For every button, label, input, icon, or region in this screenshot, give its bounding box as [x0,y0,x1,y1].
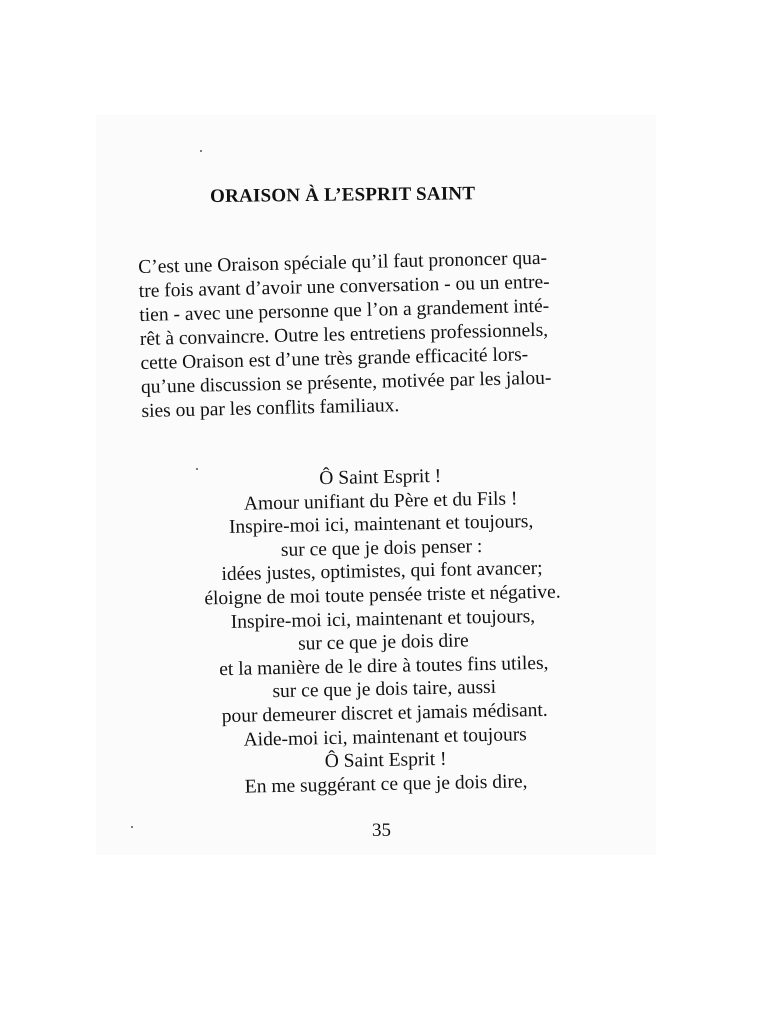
verse-line: Amour unifiant du Père et du Fils ! [243,487,518,515]
scan-speck [131,826,133,828]
verse-line: et la manière de le dire à toutes fins utiles, [219,652,549,680]
intro-line: qu’une discussion se présente, motivée par les jalou- [140,367,552,398]
verse-line: Inspire-moi ici, maintenant et toujours, [228,511,534,539]
page-title: ORAISON À L’ESPRIT SAINT [210,183,476,207]
intro-line: sies ou par les conflits familiaux. [141,395,400,422]
intro-line: tre fois avant d’avoir une conversation - ou un entre- [138,271,550,302]
prayer-verses [140,461,626,800]
intro-line: C’est une Oraison spéciale qu’il faut prononcer qua- [138,247,548,278]
verse-line: sur ce que je dois taire, aussi [272,677,497,703]
verse-line: éloigne de moi toute pensée triste et négative. [204,581,561,610]
verse-line: pour demeurer discret et jamais médisant. [221,699,548,728]
verse-line: sur ce que je dois penser : [280,535,483,561]
scan-speck [200,150,202,152]
verse-line: Aide-moi ici, maintenant et toujours [243,723,527,751]
intro-line: rêt à convaincre. Outre les entretiens professionnels, [139,319,549,350]
verse-line: idées justes, optimistes, qui font avancer; [221,558,543,586]
verse-line: Ô Saint Esprit ! [319,465,442,490]
page-number: 35 [372,820,391,841]
verse-line: sur ce que je dois dire [297,630,469,655]
intro-line: cette Oraison est d’une très grande efficacité lors- [140,344,529,374]
verse-line: Ô Saint Esprit ! [324,748,447,773]
verse-line: Inspire-moi ici, maintenant et toujours, [230,605,536,633]
verse-line: En me suggérant ce que je dois dire, [244,770,528,798]
intro-paragraph [138,245,622,424]
intro-line: tien - avec une personne que l’on a grandement inté- [139,295,550,326]
